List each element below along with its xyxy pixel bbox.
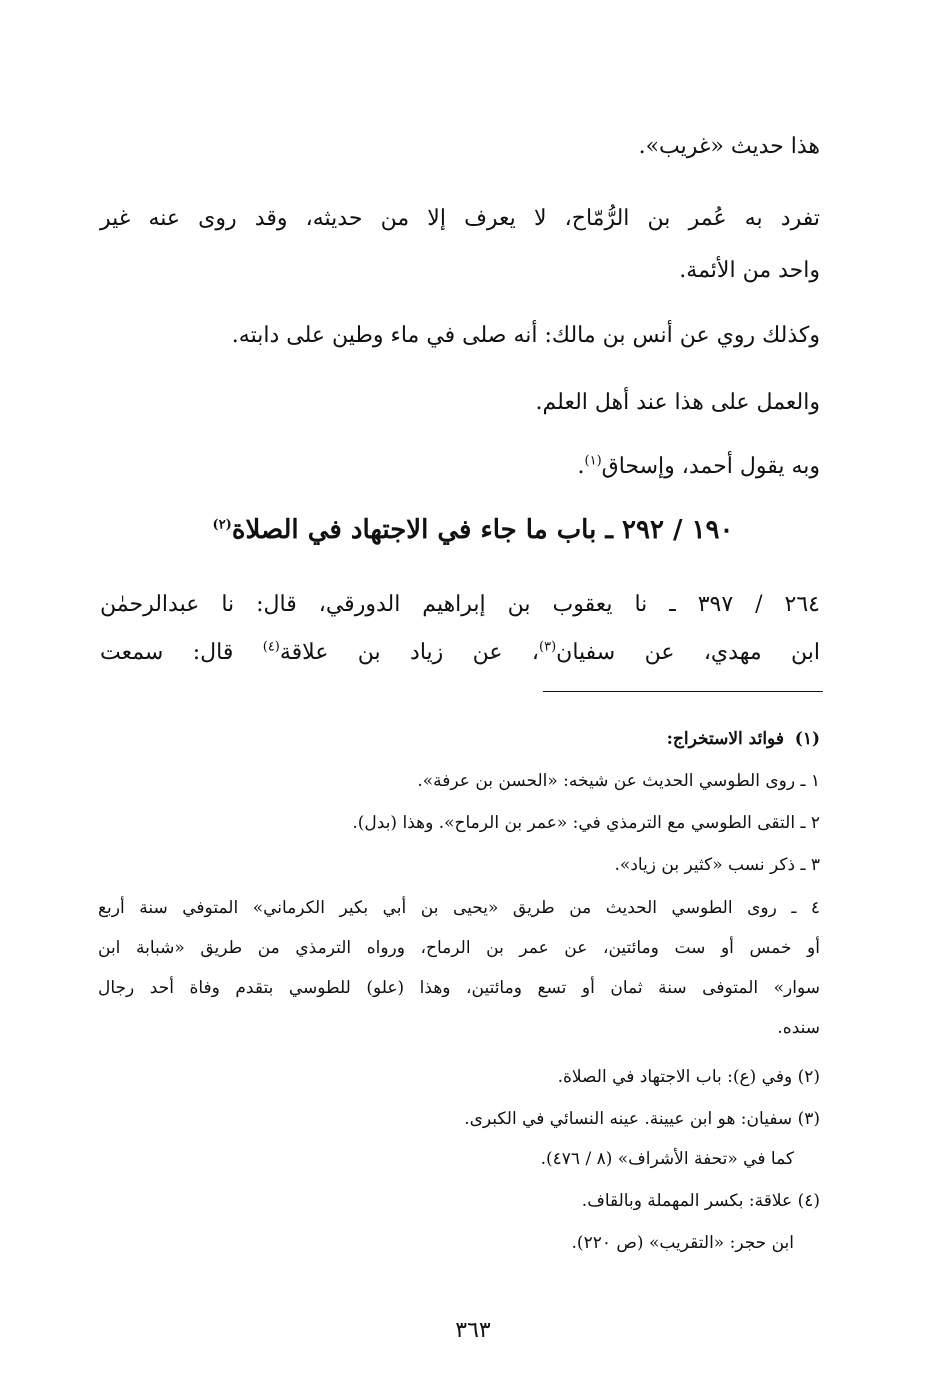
footnote-2: (٢) وفي (ع): باب الاجتهاد في الصلاة. xyxy=(557,1067,820,1087)
footnote-3-line-1: (٣) سفيان: هو ابن عيينة. عينه النسائي في الكبرى. xyxy=(464,1109,820,1129)
hadith-line-2-c: قال: سمعت xyxy=(100,640,263,665)
footnote-1-item-2: ٢ ـ التقى الطوسي مع الترمذي في: «عمر بن الرماح». وهذا (بدل). xyxy=(352,813,820,833)
footnote-ref-3: (٣) xyxy=(539,639,557,655)
footnote-1-heading: فوائد الاستخراج: xyxy=(666,729,784,749)
body-line-3: وكذلك روي عن أنس بن مالك: أنه صلى في ماء وطين على دابته. xyxy=(231,323,820,348)
body-line-1: هذا حديث «غريب». xyxy=(638,134,820,159)
footnote-4-line-1: (٤) علاقة: بكسر المهملة وبالقاف. xyxy=(581,1191,820,1211)
body-line-5-text: وبه يقول أحمد، وإسحاق xyxy=(601,454,820,479)
footnote-1-item-4-line-4: سنده. xyxy=(777,1018,820,1038)
footnote-1-item-4-line-3: سوار» المتوفى سنة ثمان أو تسع ومائتين، وهذا (علو) للطوسي بتقدم وفاة أحد رجال xyxy=(98,978,820,998)
footnote-1-title xyxy=(667,726,820,752)
hadith-line-2-a: ابن مهدي، عن سفيان xyxy=(556,640,820,665)
body-paragraph-2-line-1: تفرد به عُمر بن الرُّمّاح، لا يعرف إلا من حديثه، وقد روى عنه غير xyxy=(100,206,820,231)
body-line-5-end: . xyxy=(577,454,585,479)
body-paragraph-2 xyxy=(100,204,820,286)
hadith-line-2-b: ، عن زياد بن علاقة xyxy=(279,640,540,665)
footnote-ref-4: (٤) xyxy=(262,639,280,655)
hadith-paragraph xyxy=(100,590,820,668)
body-line-4: والعمل على هذا عند أهل العلم. xyxy=(535,390,820,415)
footnote-divider xyxy=(543,691,823,692)
footnote-1-item-1: ١ ـ روى الطوسي الحديث عن شيخه: «الحسن بن عرفة». xyxy=(417,771,820,791)
chapter-heading-text: ١٩٠ / ٢٩٢ ـ باب ما جاء في الاجتهاد في الصلاة xyxy=(231,515,734,545)
footnote-1-item-4 xyxy=(98,895,820,1041)
body-line-5 xyxy=(578,452,821,482)
footnote-1-number: (١) xyxy=(794,729,820,749)
hadith-line-1: ٢٦٤ / ٣٩٧ ـ نا يعقوب بن إبراهيم الدورقي، قال: نا عبدالرحمٰن xyxy=(100,592,820,617)
footnote-ref-2: (٢) xyxy=(212,517,232,533)
page-number: ٣٦٣ xyxy=(455,1318,491,1343)
footnote-ref-1: (١) xyxy=(584,453,602,469)
footnote-1-item-4-line-2: أو خمس أو ست ومائتين، عن عمر بن الرماح، ورواه الترمذي من طريق «شبابة ابن xyxy=(98,938,820,958)
body-paragraph-2-line-2: واحد من الأئمة. xyxy=(679,258,820,283)
hadith-line-2 xyxy=(100,638,820,668)
footnote-3-line-2: كما في «تحفة الأشراف» (٨ / ٤٧٦). xyxy=(540,1149,794,1169)
footnote-1-item-4-line-1: ٤ ـ روى الطوسي الحديث من طريق «يحيى بن أبي بكير الكرماني» المتوفي سنة أربع xyxy=(98,898,820,918)
footnote-1-item-3: ٣ ـ ذكر نسب «كثير بن زياد». xyxy=(614,855,820,875)
chapter-heading xyxy=(0,512,946,548)
footnote-4-line-2: ابن حجر: «التقريب» (ص ٢٢٠). xyxy=(571,1233,794,1253)
